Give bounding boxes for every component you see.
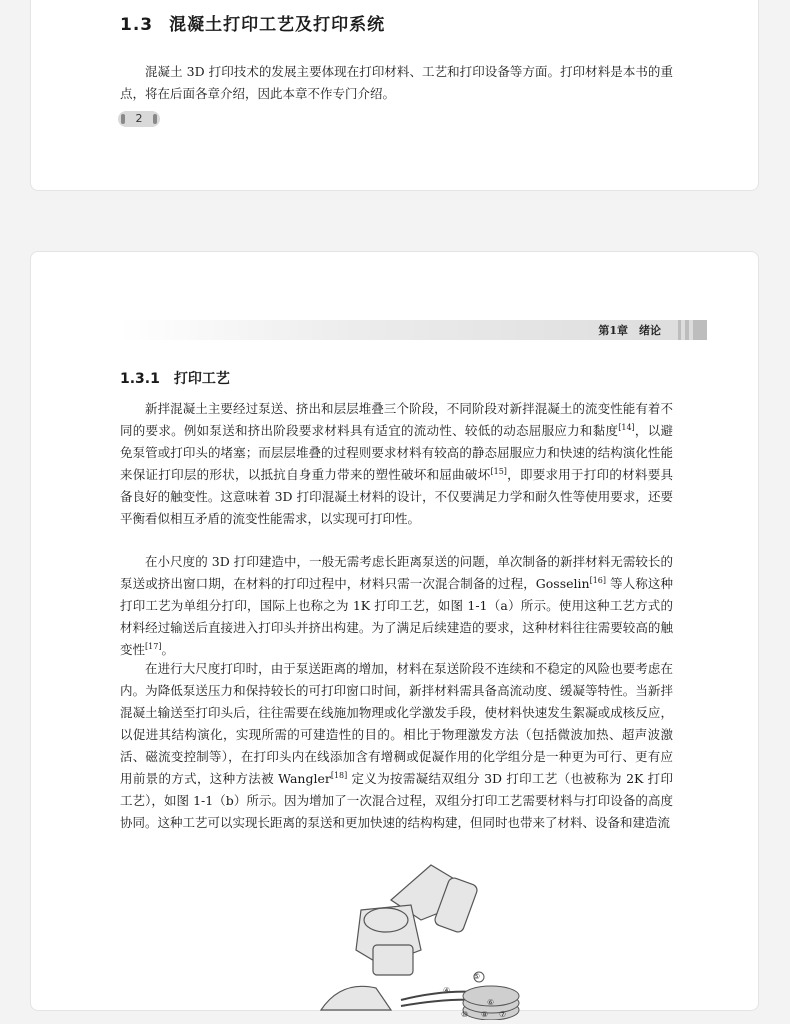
page-number-badge: [118, 111, 160, 127]
paragraph-text: 等人称这种打印工艺为单组分打印，国际上也称之为 1K 打印工艺，如图 1-1（a）所示。使用这种工艺方式的材料经过输送后直接进入打印头并挤出构建。为了满足后续建造的要求，这种材料往往需要较高的触变性: [120, 576, 673, 657]
citation: [14]: [618, 422, 635, 432]
paragraph-text: 。: [161, 642, 174, 657]
section-heading: [120, 10, 385, 35]
citation: [16]: [589, 575, 607, 585]
subsection-heading: [120, 368, 230, 388]
figure-label: ⑦: [499, 1010, 507, 1019]
robot-arm-illustration: [281, 860, 521, 1020]
paragraph-text: 在进行大尺度打印时，由于泵送距离的增加，材料在泵送阶段不连续和不稳定的风险也要考虑在内。为降低泵送压力和保持较长的可打印窗口时间，新拌材料需具备高流动度、缓凝等特性。当新拌混凝土输送至打印头后，往往需要在线施加物理或化学激发手段，使材料快速发生絮凝或成核反应，以促进其结构演化，实现所需的可建造性的目的。相比于物理激发方法（包括微波加热、超声波激活、磁流变控制等），在打印头内在线添加含有增稠或促凝作用的化学组分是一种更为可行、更有应用前景的方式，这种方法被 Wangler: [120, 661, 673, 786]
running-head: [120, 320, 707, 340]
paragraph-1: [120, 398, 673, 530]
paragraph-text: ，即要求用于打印的材料要具备良好的触变性。这意味着 3D 打印混凝土材料的设计，不仅要满足力学和耐久性等使用要求，还要平衡看似相互矛盾的流变性能需求，以实现可打印性。: [120, 467, 673, 526]
page-number: 2: [135, 112, 143, 125]
running-head-bar: [685, 320, 689, 340]
citation: [17]: [145, 641, 162, 651]
citation: [15]: [490, 466, 507, 476]
figure-printing-system: [281, 860, 521, 1020]
citation: [18]: [330, 770, 348, 780]
paragraph-text: 在小尺度的 3D 打印建造中，一般无需考虑长距离泵送的问题，单次制备的新拌材料无需较长的泵送或挤出窗口期，在材料的打印过程中，材料只需一次混合制备的过程，Gosselin: [120, 554, 673, 591]
running-head-text: 第1章 绪论: [598, 324, 661, 337]
figure-label: ⑩: [461, 1010, 469, 1019]
paragraph-3: [120, 658, 673, 834]
hopper: [373, 945, 413, 975]
section-number: 1.3: [120, 15, 154, 35]
paragraph-text: 定义为按需凝结双组分 3D 打印工艺（也被称为 2K 打印工艺），如图 1-1（b）所示。因为增加了一次混合过程，双组分打印工艺需要材料与打印设备的高度协同。这种工艺可以实现长距离的泵送和更加快速的结构构建，但同时也带来了材料、设备和建造流: [120, 771, 673, 830]
pump-unit: [321, 986, 391, 1010]
figure-label: ⑧: [481, 1010, 489, 1019]
subsection-number: 1.3.1: [120, 371, 160, 387]
subsection-title: 打印工艺: [173, 371, 230, 387]
figure-label: ④: [443, 986, 451, 995]
motor-housing: [364, 908, 408, 932]
section-title: 混凝土打印工艺及打印系统: [169, 15, 386, 35]
intro-paragraph: 混凝土 3D 打印技术的发展主要体现在打印材料、工艺和打印设备等方面。打印材料是本书的重点，将在后面各章介绍，因此本章不作专门介绍。: [120, 64, 673, 101]
running-head-bar: [678, 320, 681, 340]
paragraph-2: [120, 551, 673, 661]
previous-page: [30, 0, 759, 191]
running-head-bar: [693, 320, 707, 340]
paragraph-text: ，以避免泵管或打印头的堵塞；而层层堆叠的过程则要求材料有较高的静态屈服应力和快速的结构演化性能来保证打印层的形状，以抵抗自身重力带来的塑性破坏和屈曲破坏: [120, 423, 673, 482]
paragraph-text: 新拌混凝土主要经过泵送、挤出和层层堆叠三个阶段，不同阶段对新拌混凝土的流变性能有着不同的要求。例如泵送和挤出阶段要求材料具有适宜的流动性、较低的动态屈服应力和黏度: [120, 401, 673, 438]
current-page: [30, 251, 759, 1019]
figure-label: ⑥: [487, 998, 495, 1007]
figure-label: ⑤: [473, 972, 481, 981]
